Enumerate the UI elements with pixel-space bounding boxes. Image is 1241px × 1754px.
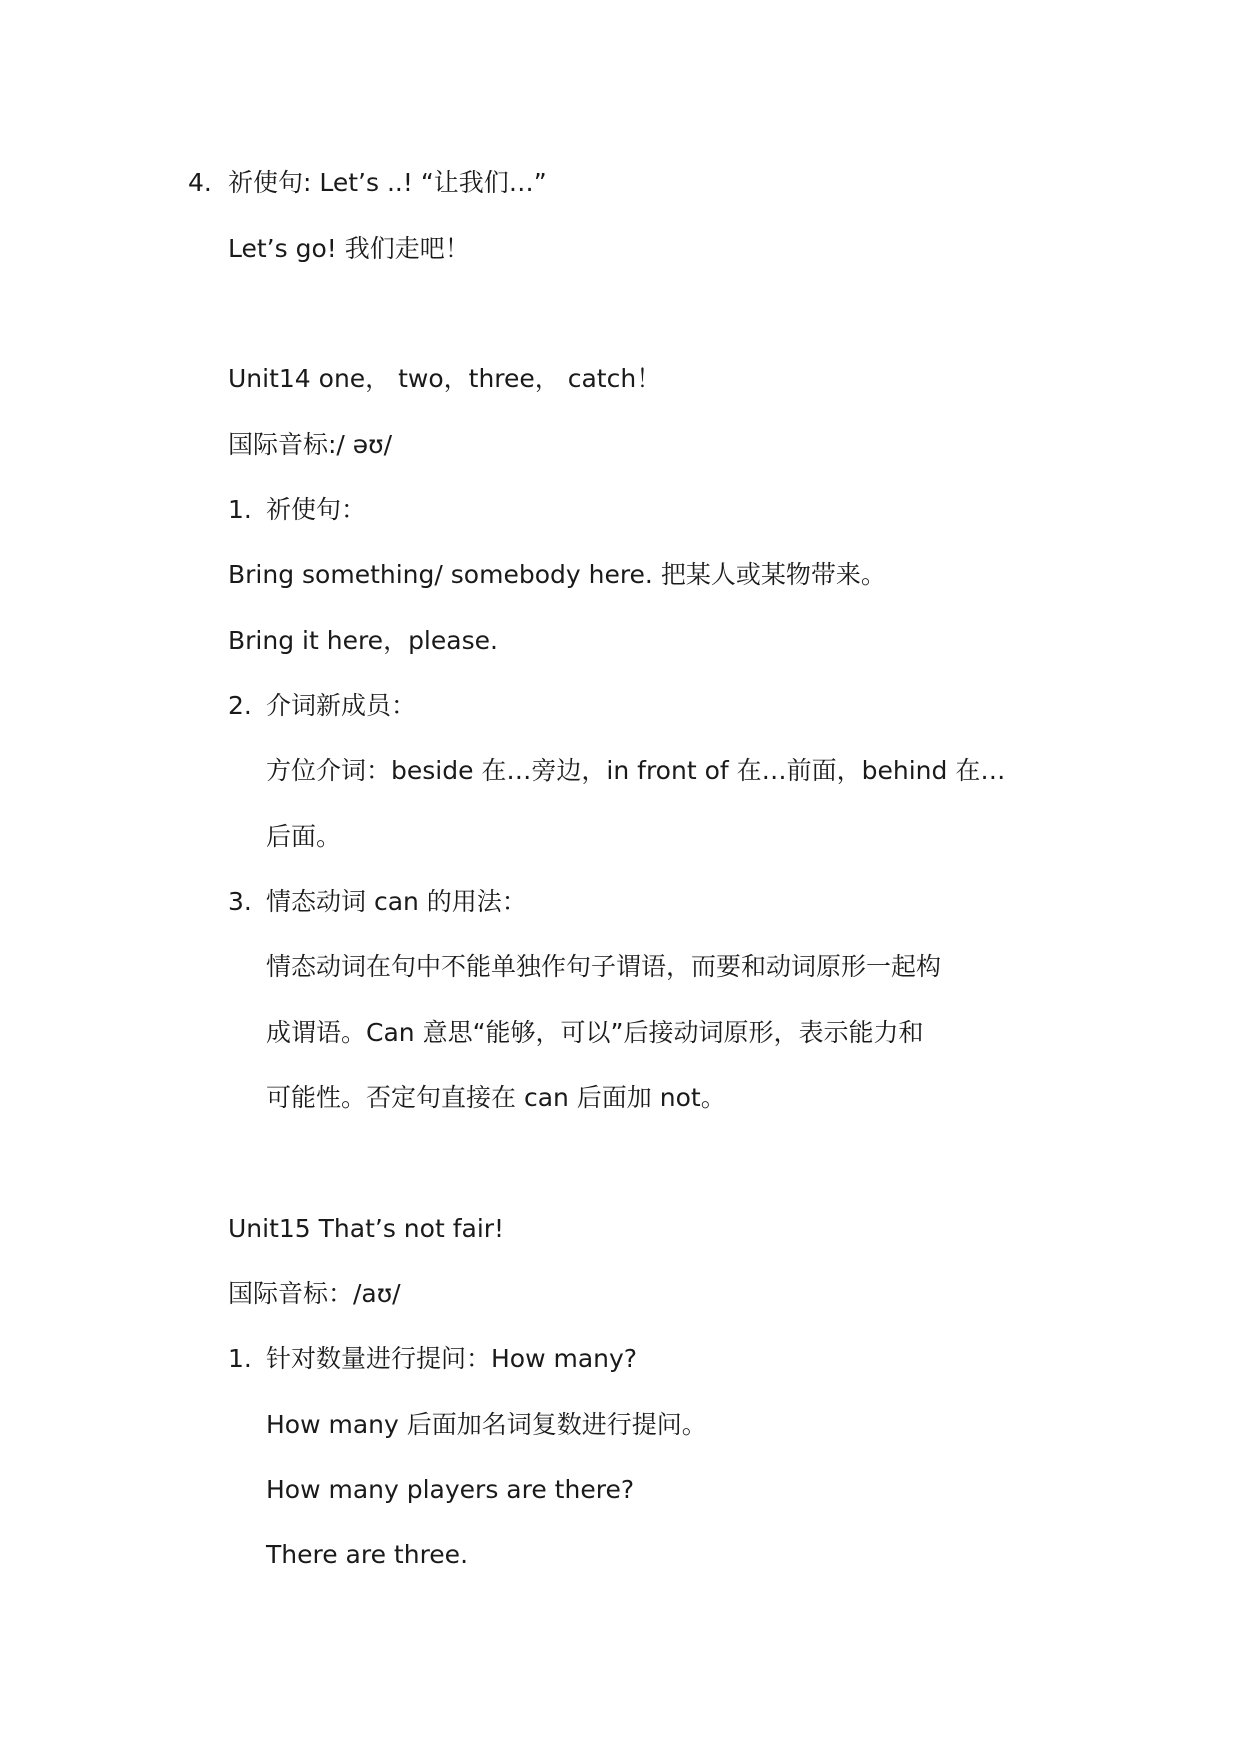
unit-title: Unit14 one， two，three， catch！ <box>228 364 662 393</box>
list-item-text: 祈使句： <box>266 495 367 524</box>
paragraph-line: 情态动词在句中不能单独作句子谓语，而要和动词原形一起构 <box>266 952 942 981</box>
phonetic-line: 国际音标：/aʊ/ <box>228 1279 401 1308</box>
paragraph-line: How many 后面加名词复数进行提问。 <box>266 1410 707 1439</box>
example-sentence: How many players are there? <box>266 1475 635 1504</box>
list-item-text: 情态动词 can 的用法： <box>266 887 527 916</box>
list-item-text: 介词新成员： <box>266 691 417 720</box>
list-item-text: 祈使句: Let’s ..! “让我们…” <box>228 168 547 197</box>
paragraph-line: 可能性。否定句直接在 can 后面加 not。 <box>266 1083 726 1112</box>
list-number: 3. <box>228 887 252 916</box>
paragraph-line: 成谓语。Can 意思“能够，可以”后接动词原形，表示能力和 <box>266 1018 924 1047</box>
phonetic-line: 国际音标:/ əʊ/ <box>228 430 393 459</box>
list-number: 1. <box>228 1344 252 1373</box>
example-sentence: There are three. <box>266 1540 469 1569</box>
example-sentence: Bring it here，please. <box>228 626 498 655</box>
example-sentence: Let’s go! 我们走吧！ <box>228 234 470 263</box>
list-number: 1. <box>228 495 252 524</box>
list-item-text: 针对数量进行提问：How many? <box>266 1344 638 1373</box>
paragraph-line: 后面。 <box>266 822 342 851</box>
example-sentence: Bring something/ somebody here. 把某人或某物带来。 <box>228 560 886 589</box>
list-number: 2. <box>228 691 252 720</box>
unit-title: Unit15 That’s not fair! <box>228 1214 505 1243</box>
list-number: 4. <box>188 168 212 197</box>
paragraph-line: 方位介词：beside 在…旁边，in front of 在…前面，behind 在… <box>266 756 1006 785</box>
